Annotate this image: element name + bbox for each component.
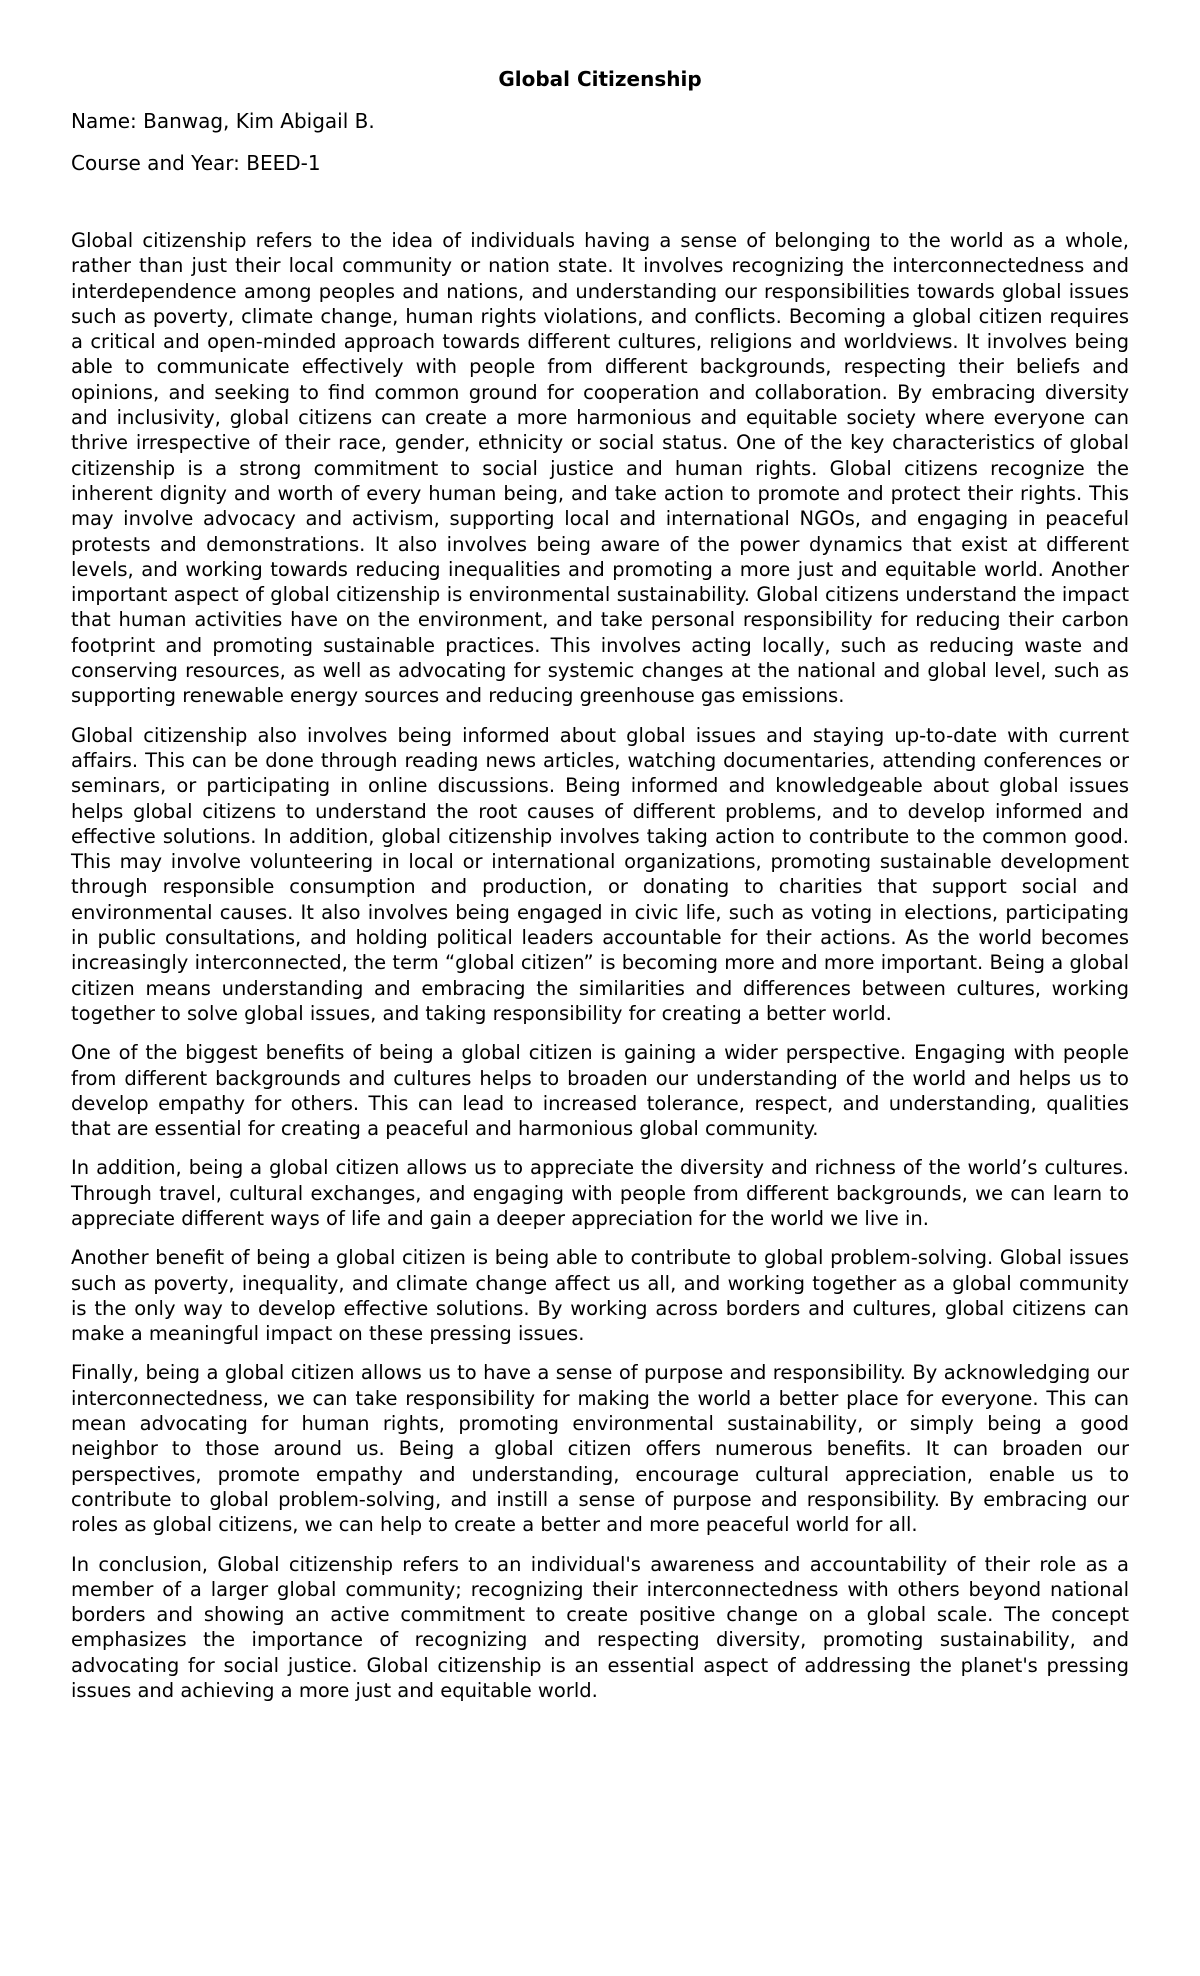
paragraph-4: In addition, being a global citizen allows us to appreciate the diversity and richness of the world’s cultures. Through travel, cultural exchanges, and engaging with people from different backgrounds, we can learn to appreciate different ways of life and gain a deeper appreciation for the world we live in. xyxy=(71,1156,1129,1230)
paragraph-2: Global citizenship also involves being informed about global issues and staying up-to-date with current affairs. This can be done through reading news articles, watching documentaries, attending conferences or seminars, or participating in online discussions. Being informed and knowledgeable about global issues helps global citizens to understand the root causes of different problems, and to develop informed and effective solutions. In addition, global citizenship involves taking action to contribute to the common good. This may involve volunteering in local or international organizations, promoting sustainable development through responsible consumption and production, or donating to charities that support social and environmental causes. It also involves being engaged in civic life, such as voting in elections, participating in public consultations, and holding political leaders accountable for their actions. As the world becomes increasingly interconnected, the term “global citizen” is becoming more and more important. Being a global citizen means understanding and embracing the similarities and differences between cultures, working together to solve global issues, and taking responsibility for creating a better world. xyxy=(71,723,1129,1025)
document-page xyxy=(71,66,1129,1717)
paragraph-3: One of the biggest benefits of being a global citizen is gaining a wider perspective. Engaging with people from different backgrounds and cultures helps to broaden our understanding of the world and helps us to develop empathy for others. This can lead to increased tolerance, respect, and understanding, qualities that are essential for creating a peaceful and harmonious global community. xyxy=(71,1041,1129,1141)
course-and-year: Course and Year: BEED-1 xyxy=(71,151,321,175)
paragraph-6: Finally, being a global citizen allows us to have a sense of purpose and responsibility. By acknowledging our interconnectedness, we can take responsibility for making the world a better place for everyone. This can mean advocating for human rights, promoting environmental sustainability, or simply being a good neighbor to those around us. Being a global citizen offers numerous benefits. It can broaden our perspectives, promote empathy and understanding, encourage cultural appreciation, enable us to contribute to global problem-solving, and instill a sense of purpose and responsibility. By embracing our roles as global citizens, we can help to create a better and more peaceful world for all. xyxy=(71,1361,1129,1537)
paragraph-5: Another benefit of being a global citizen is being able to contribute to global problem-solving. Global issues such as poverty, inequality, and climate change affect us all, and working together as a global community is the only way to develop effective solutions. By working across borders and cultures, global citizens can make a meaningful impact on these pressing issues. xyxy=(71,1246,1129,1346)
document-title: Global Citizenship xyxy=(498,67,702,91)
student-name: Name: Banwag, Kim Abigail B. xyxy=(71,109,375,133)
paragraph-1: Global citizenship refers to the idea of individuals having a sense of belonging to the world as a whole, rather than just their local community or nation state. It involves recognizing the interconnectedness and interdependence among peoples and nations, and understanding our responsibilities towards global issues such as poverty, climate change, human rights violations, and conflicts. Becoming a global citizen requires a critical and open-minded approach towards different cultures, religions and worldviews. It involves being able to communicate effectively with people from different backgrounds, respecting their beliefs and opinions, and seeking to find common ground for cooperation and collaboration. By embracing diversity and inclusivity, global citizens can create a more harmonious and equitable society where everyone can thrive irrespective of their race, gender, ethnicity or social status. One of the key characteristics of global citizenship is a strong commitment to social justice and human rights. Global citizens recognize the inherent dignity and worth of every human being, and take action to promote and protect their rights. This may involve advocacy and activism, supporting local and international NGOs, and engaging in peaceful protests and demonstrations. It also involves being aware of the power dynamics that exist at different levels, and working towards reducing inequalities and promoting a more just and equitable world. Another important aspect of global citizenship is environmental sustainability. Global citizens understand the impact that human activities have on the environment, and take personal responsibility for reducing their carbon footprint and promoting sustainable practices. This involves acting locally, such as reducing waste and conserving resources, as well as advocating for systemic changes at the national and global level, such as supporting renewable energy sources and reducing greenhouse gas emissions. xyxy=(71,229,1129,708)
paragraph-7: In conclusion, Global citizenship refers to an individual's awareness and accountability of their role as a member of a larger global community; recognizing their interconnectedness with others beyond national borders and showing an active commitment to create positive change on a global scale. The concept emphasizes the importance of recognizing and respecting diversity, promoting sustainability, and advocating for social justice. Global citizenship is an essential aspect of addressing the planet's pressing issues and achieving a more just and equitable world. xyxy=(71,1552,1129,1703)
